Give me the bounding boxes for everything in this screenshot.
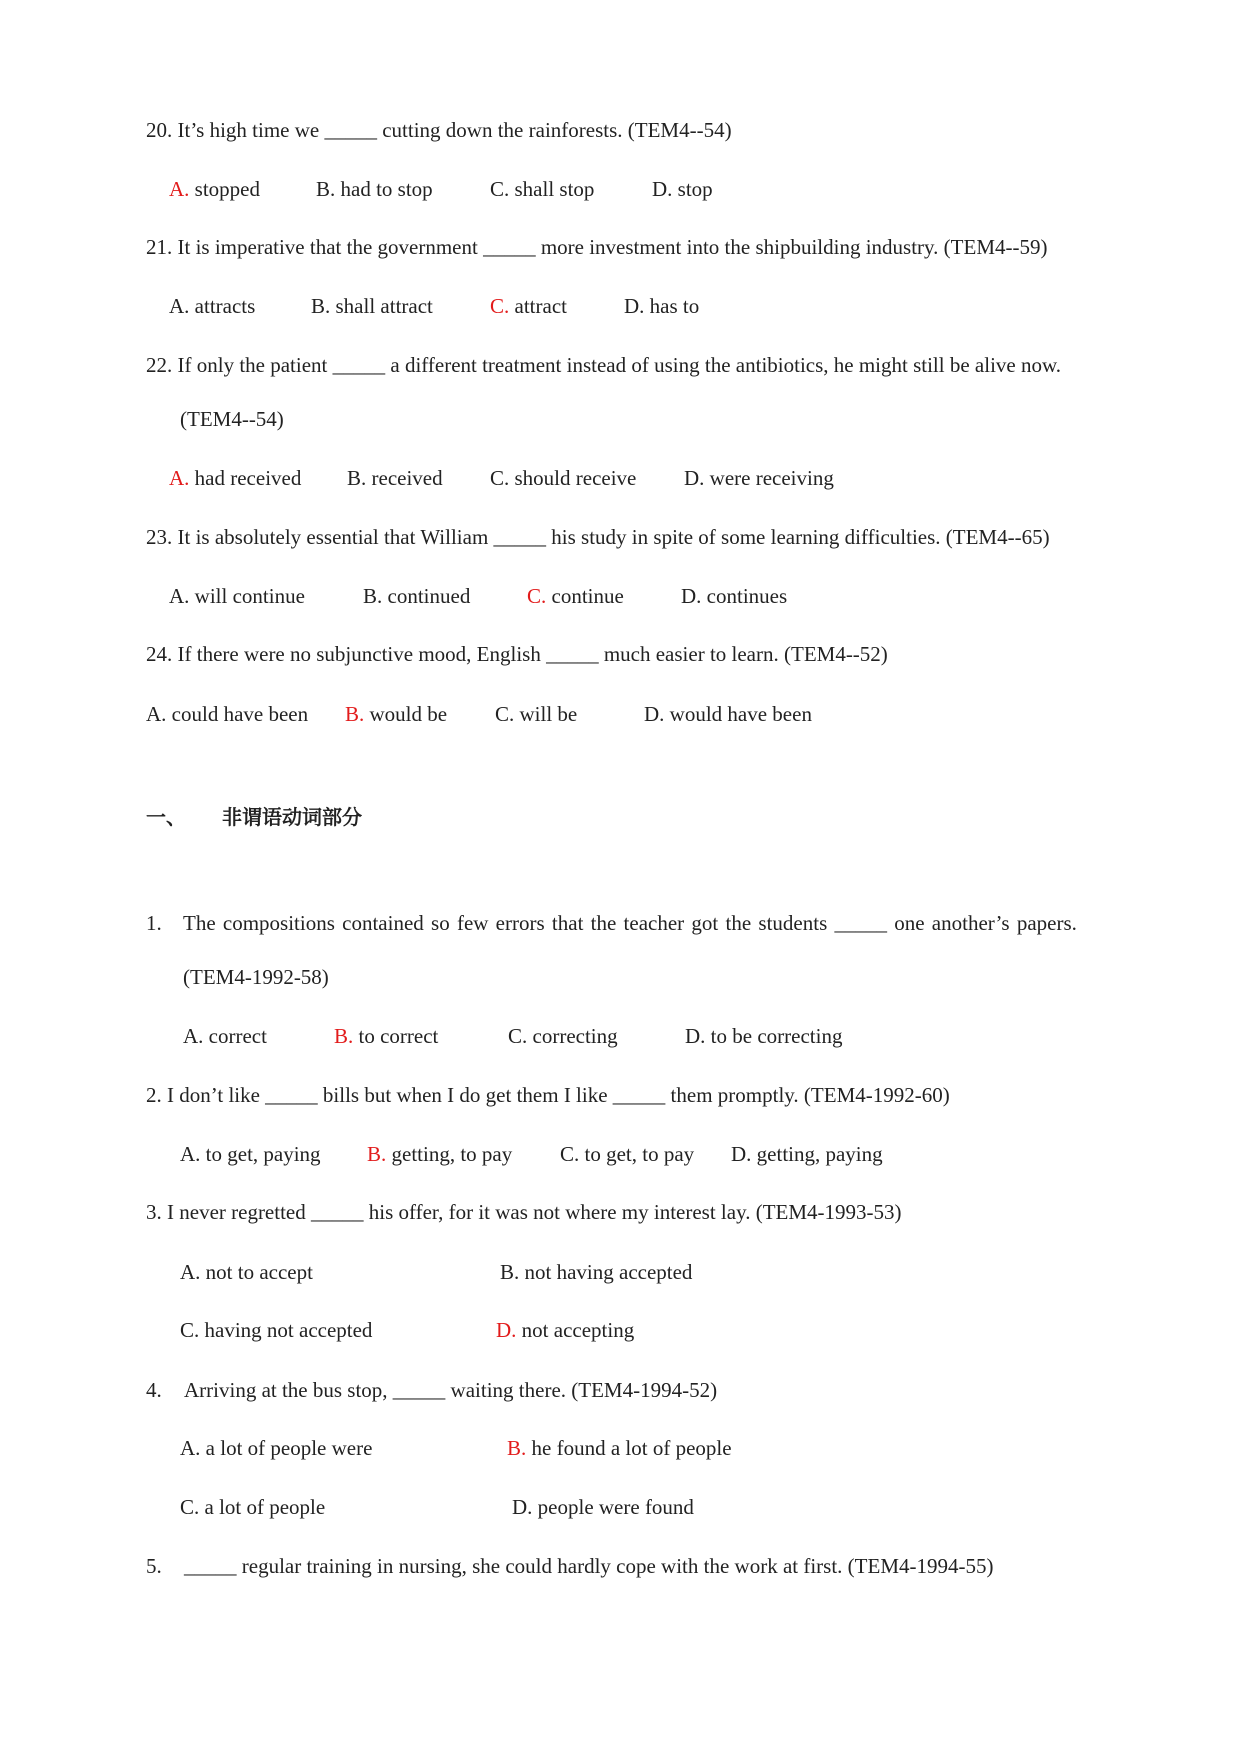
option-text: attract (509, 294, 567, 318)
question-23-option-a: A. will continue (169, 584, 305, 608)
nonfinite-q5-number: 5. (146, 1554, 162, 1578)
nonfinite-q4-stem: Arriving at the bus stop, _____ waiting there. (TEM4-1994-52) (184, 1378, 718, 1402)
question-21-option-b: B. shall attract (311, 294, 433, 318)
question-24-option-d: D. would have been (644, 702, 812, 726)
question-23-option-c (527, 584, 624, 608)
nonfinite-q2-option-c: C. to get, to pay (560, 1142, 695, 1166)
section-number: 一、 (146, 805, 186, 829)
nonfinite-q3-option-b: B. not having accepted (500, 1260, 693, 1284)
question-24-stem: 24. If there were no subjunctive mood, English _____ much easier to learn. (TEM4--52) (146, 642, 888, 666)
nonfinite-q1-source: (TEM4-1992-58) (183, 965, 329, 989)
nonfinite-q4-option-a: A. a lot of people were (180, 1436, 373, 1460)
nonfinite-q2-stem: 2. I don’t like _____ bills but when I do get them I like _____ them promptly. (TEM4-1992-60) (146, 1083, 950, 1107)
nonfinite-q1-number: 1. (146, 911, 162, 935)
answer-key-label: C. (527, 584, 547, 608)
nonfinite-q2-option-b (367, 1142, 512, 1166)
nonfinite-q4-option-c: C. a lot of people (180, 1495, 326, 1519)
nonfinite-q2-option-d: D. getting, paying (731, 1142, 883, 1166)
answer-key-label: C. (490, 294, 510, 318)
answer-key-label: B. (507, 1436, 527, 1460)
question-22-option-a (169, 466, 301, 490)
section-title: 非谓语动词部分 (222, 805, 362, 829)
option-text: to correct (353, 1024, 439, 1048)
question-21-option-c (490, 294, 567, 318)
question-23-option-d: D. continues (681, 584, 788, 608)
question-23-option-b: B. continued (363, 584, 471, 608)
nonfinite-q5-stem: _____ regular training in nursing, she could hardly cope with the work at first. (TEM4-1994-55) (184, 1554, 994, 1578)
answer-key-label: A. (169, 177, 190, 201)
nonfinite-q2-option-a: A. to get, paying (180, 1142, 321, 1166)
option-text: stopped (189, 177, 260, 201)
nonfinite-q3-option-d (496, 1318, 634, 1342)
nonfinite-q4-option-b (507, 1436, 732, 1460)
answer-key-label: A. (169, 466, 190, 490)
question-24-option-b (345, 702, 447, 726)
nonfinite-q1-option-c: C. correcting (508, 1024, 618, 1048)
question-22-option-b: B. received (347, 466, 443, 490)
question-22-source: (TEM4--54) (180, 407, 284, 431)
nonfinite-q4-option-d: D. people were found (512, 1495, 694, 1519)
question-21-option-d: D. has to (624, 294, 700, 318)
question-22-option-c: C. should receive (490, 466, 637, 490)
question-20-option-d: D. stop (652, 177, 713, 201)
nonfinite-q1-option-b (334, 1024, 438, 1048)
answer-key-label: B. (345, 702, 365, 726)
nonfinite-q1-stem: The compositions contained so few errors that the teacher got the students _____ one another’s papers. (183, 911, 1077, 935)
option-text: getting, to pay (386, 1142, 513, 1166)
nonfinite-q4-number: 4. (146, 1378, 162, 1402)
option-text: he found a lot of people (526, 1436, 732, 1460)
nonfinite-q1-option-d: D. to be correcting (685, 1024, 843, 1048)
question-21-option-a: A. attracts (169, 294, 256, 318)
question-20-option-a (169, 177, 260, 201)
nonfinite-q1-option-a: A. correct (183, 1024, 267, 1048)
nonfinite-q3-option-a: A. not to accept (180, 1260, 313, 1284)
option-text: had received (189, 466, 302, 490)
nonfinite-q3-stem: 3. I never regretted _____ his offer, for it was not where my interest lay. (TEM4-1993-53) (146, 1200, 902, 1224)
answer-key-label: B. (334, 1024, 354, 1048)
question-21-stem: 21. It is imperative that the government _____ more investment into the shipbuilding industry. (TEM4--59) (146, 235, 1048, 259)
question-20-stem: 20. It’s high time we _____ cutting down the rainforests. (TEM4--54) (146, 118, 732, 142)
answer-key-label: D. (496, 1318, 517, 1342)
question-22-option-d: D. were receiving (684, 466, 834, 490)
question-24-option-a: A. could have been (146, 702, 309, 726)
question-24-option-c: C. will be (495, 702, 578, 726)
nonfinite-q3-option-c: C. having not accepted (180, 1318, 373, 1342)
option-text: continue (546, 584, 624, 608)
answer-key-label: B. (367, 1142, 387, 1166)
question-22-stem: 22. If only the patient _____ a different treatment instead of using the antibiotics, he might still be alive now. (146, 353, 1062, 377)
question-20-option-b: B. had to stop (316, 177, 433, 201)
question-20-option-c: C. shall stop (490, 177, 595, 201)
question-23-stem: 23. It is absolutely essential that William _____ his study in spite of some learning difficulties. (TEM4--65) (146, 525, 1050, 549)
option-text: would be (364, 702, 448, 726)
option-text: not accepting (516, 1318, 635, 1342)
